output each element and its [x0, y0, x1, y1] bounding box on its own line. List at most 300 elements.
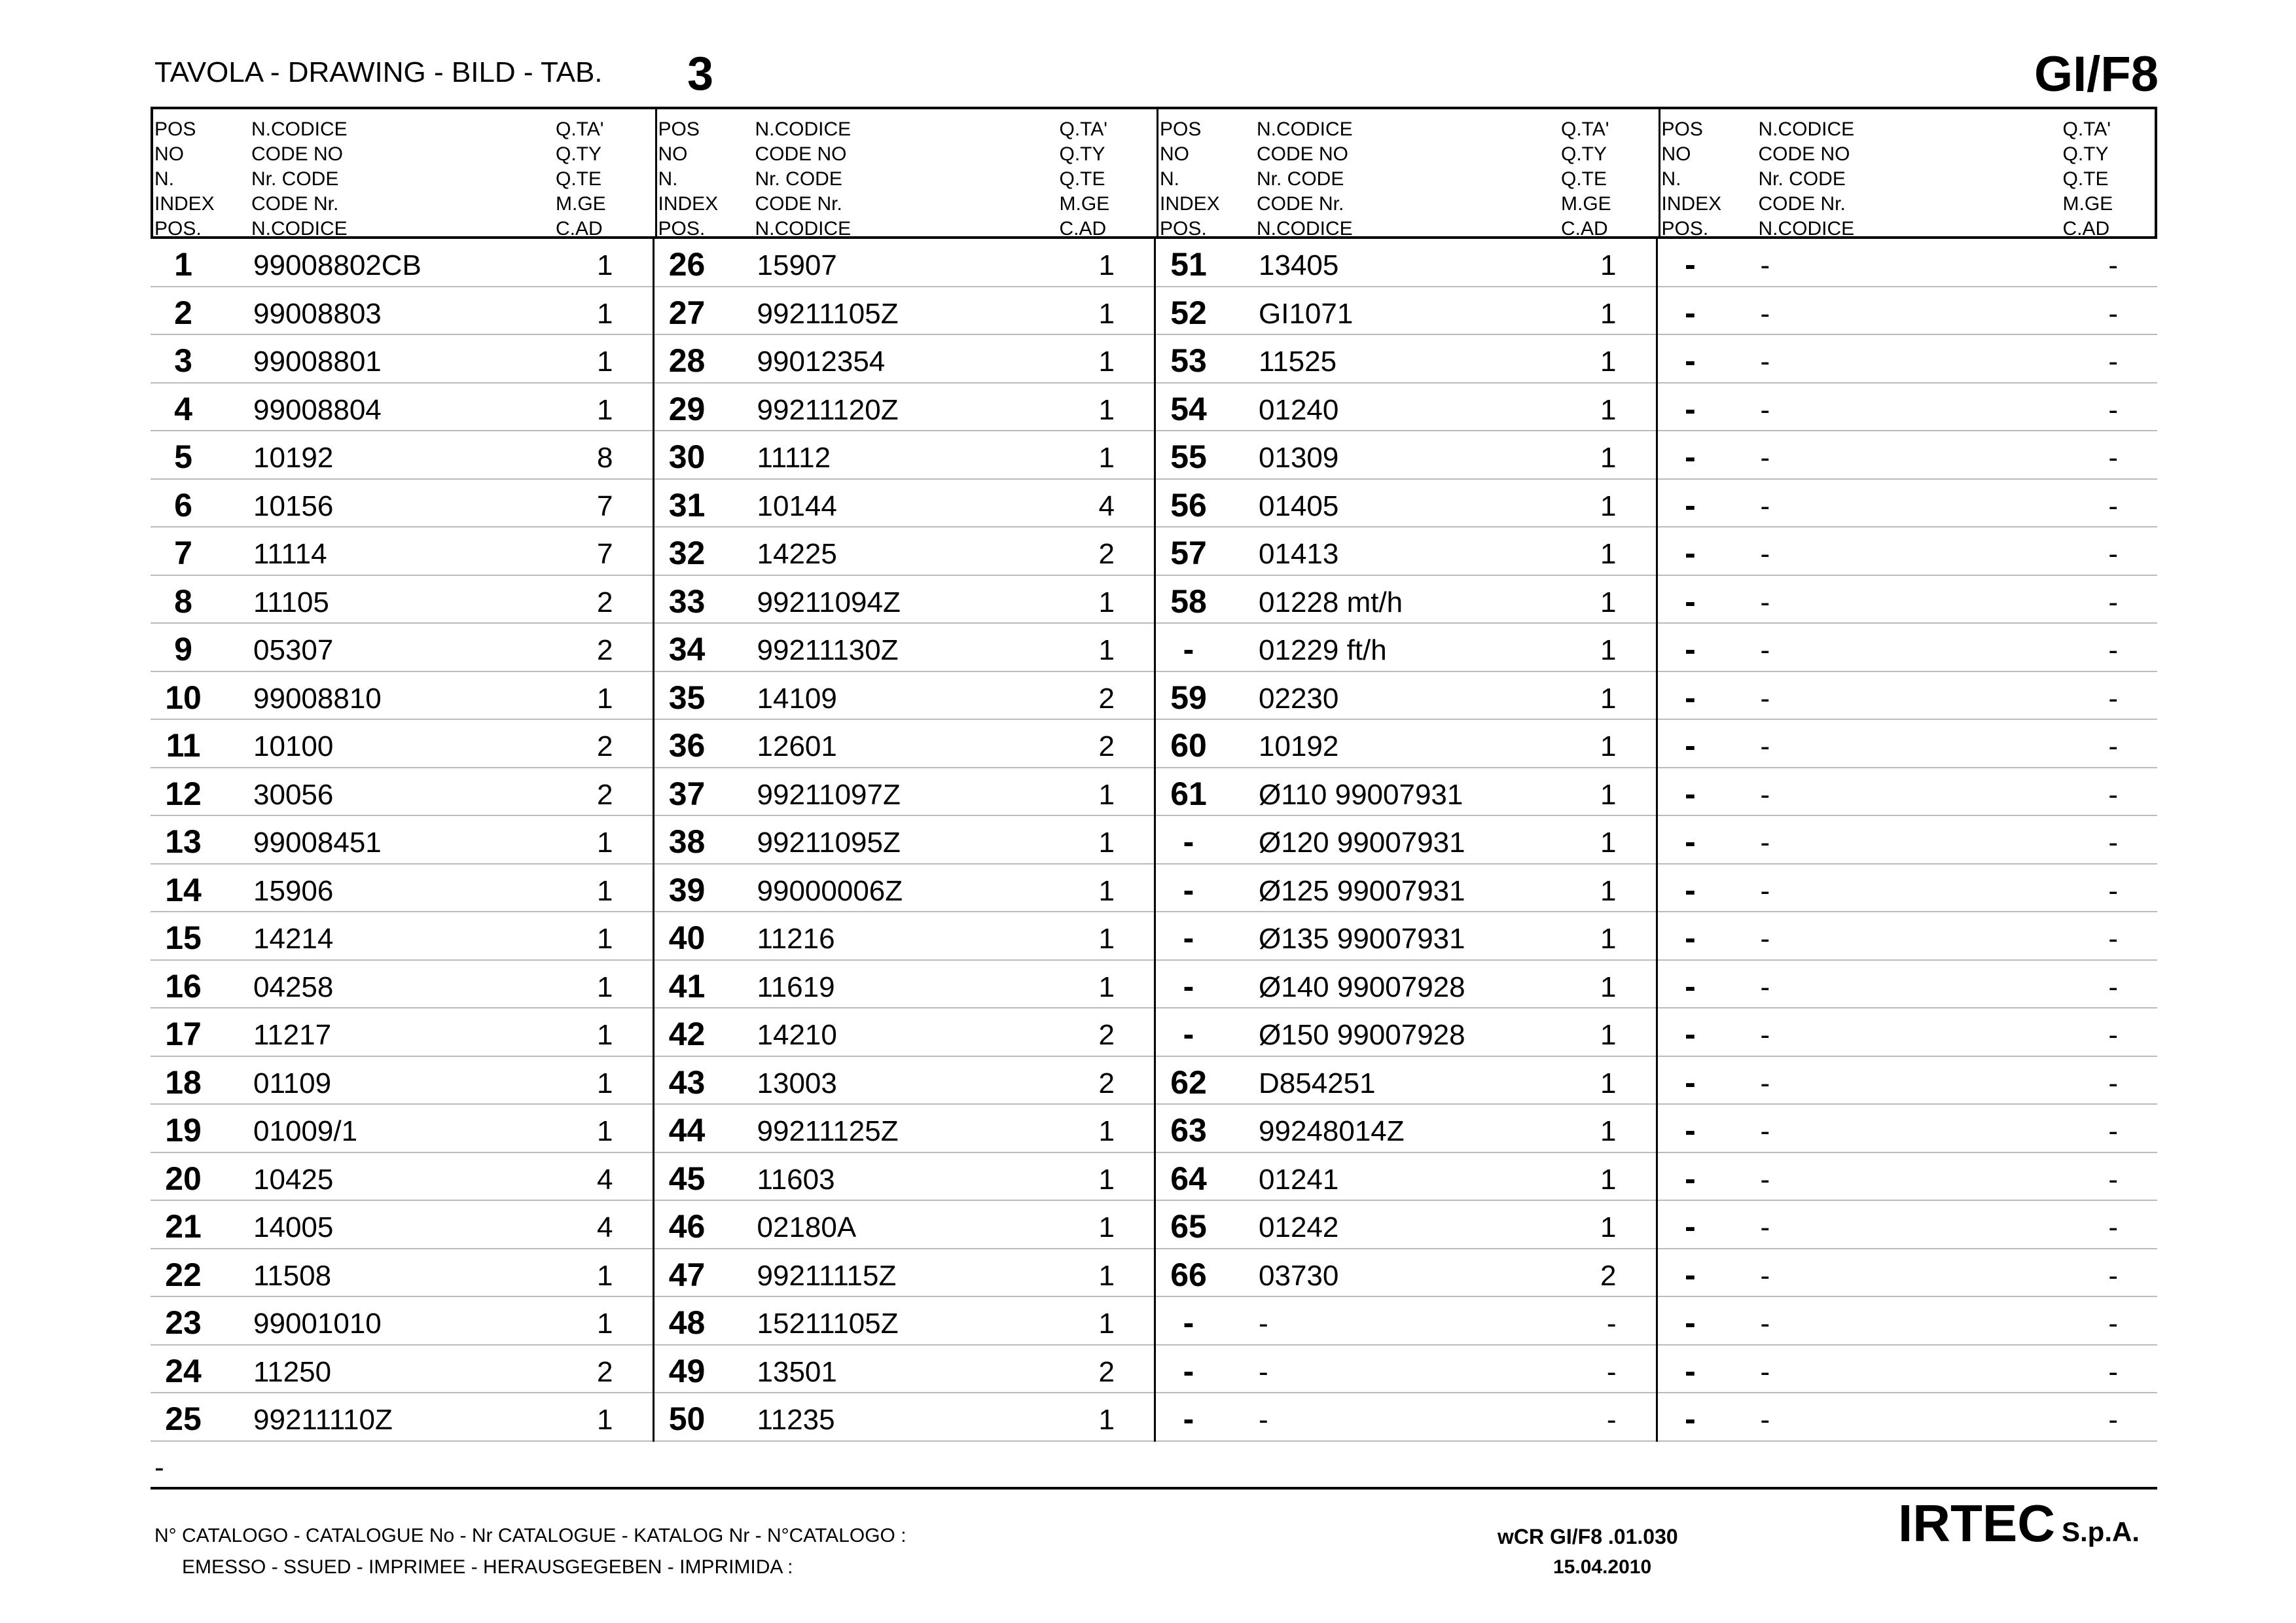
quantity: -	[2108, 730, 2118, 762]
issued-date: 15.04.2010	[1553, 1556, 1652, 1578]
quantity: 1	[1098, 923, 1115, 955]
part-code: -	[1760, 393, 1770, 426]
part-code: -	[1760, 1211, 1770, 1243]
part-code: GI1071	[1259, 297, 1354, 330]
part-code: 99008804	[253, 393, 382, 426]
table-row	[1156, 239, 1656, 287]
quantity: 1	[1098, 827, 1115, 859]
quantity: 2	[1098, 1019, 1115, 1051]
table-row	[1156, 287, 1656, 336]
position-number: 35	[668, 679, 706, 716]
quantity: 1	[1600, 297, 1617, 330]
quantity: -	[2108, 1259, 2118, 1292]
position-number: 56	[1170, 486, 1207, 524]
position-number: -	[1685, 919, 1696, 956]
table-row	[655, 865, 1155, 913]
part-code: -	[1760, 586, 1770, 618]
position-number: 20	[165, 1160, 202, 1197]
position-number: 32	[668, 535, 706, 571]
table-row	[655, 287, 1155, 336]
parts-table	[151, 107, 2157, 1442]
quantity: -	[2108, 490, 2118, 522]
table-row	[151, 1346, 653, 1394]
position-number: -	[1183, 1400, 1194, 1437]
position-number: 66	[1170, 1256, 1207, 1293]
brand-name: IRTEC	[1898, 1494, 2055, 1552]
table-row	[1156, 1105, 1656, 1153]
position-number: 30	[668, 438, 706, 475]
quantity: -	[2108, 249, 2118, 281]
parts-column-4	[1656, 239, 2158, 1442]
quantity: -	[2108, 634, 2118, 666]
table-row	[1156, 1297, 1656, 1346]
table-row	[655, 576, 1155, 624]
table-row	[1156, 1008, 1656, 1057]
company-logo	[1898, 1493, 2140, 1554]
position-number: 58	[1170, 582, 1207, 620]
part-code: Ø135 99007931	[1259, 923, 1465, 955]
table-row	[655, 816, 1155, 865]
table-row	[1658, 624, 2158, 672]
part-code: -	[1760, 297, 1770, 330]
table-row	[151, 1393, 653, 1442]
parts-column-3	[1154, 239, 1656, 1442]
table-row	[1156, 383, 1656, 432]
table-row	[1156, 1249, 1656, 1298]
part-code: 13501	[757, 1355, 837, 1388]
part-code: -	[1760, 778, 1770, 811]
part-code: 99211095Z	[757, 827, 901, 859]
table-row	[151, 431, 653, 480]
part-code: -	[1760, 442, 1770, 474]
header-qty: Q.TA' Q.TY Q.TE M.GE C.AD	[556, 118, 606, 240]
position-number: 2	[174, 294, 192, 331]
header-pos: POS NO N. INDEX POS.	[1661, 118, 1722, 240]
position-number: 34	[668, 631, 706, 668]
part-code: -	[1760, 249, 1770, 281]
table-row	[1658, 1105, 2158, 1153]
part-code: -	[1760, 971, 1770, 1003]
quantity: 4	[597, 1163, 613, 1196]
part-code: 02180A	[757, 1211, 857, 1243]
position-number: -	[1183, 1016, 1194, 1052]
position-number: 27	[668, 294, 706, 331]
position-number: 7	[174, 535, 192, 571]
quantity: 1	[597, 682, 613, 715]
header-qty: Q.TA' Q.TY Q.TE M.GE C.AD	[1059, 118, 1110, 240]
part-code: 10425	[253, 1163, 334, 1196]
position-number: 62	[1170, 1063, 1207, 1101]
part-code: 99008802CB	[253, 249, 422, 281]
position-number: 52	[1170, 294, 1207, 331]
table-row	[1658, 1153, 2158, 1202]
part-code: 14005	[253, 1211, 334, 1243]
quantity: 1	[1098, 1308, 1115, 1340]
position-number: -	[1685, 1063, 1696, 1101]
part-code: 99211110Z	[253, 1404, 393, 1436]
part-code: -	[1760, 1115, 1770, 1147]
position-number: 61	[1170, 775, 1207, 812]
quantity: 2	[1098, 730, 1115, 762]
position-number: 63	[1170, 1112, 1207, 1149]
quantity: -	[2108, 874, 2118, 907]
quantity: 1	[1600, 730, 1617, 762]
quantity: 1	[1600, 442, 1617, 474]
table-row	[1658, 480, 2158, 528]
quantity: -	[2108, 538, 2118, 570]
quantity: 2	[597, 586, 613, 618]
quantity: -	[2108, 1067, 2118, 1099]
table-row	[151, 1201, 653, 1249]
part-code: 13405	[1259, 249, 1339, 281]
table-row	[655, 672, 1155, 721]
position-number: 57	[1170, 535, 1207, 571]
position-number: -	[1685, 1304, 1696, 1341]
table-number: 3	[687, 48, 714, 100]
quantity: -	[2108, 586, 2118, 618]
quantity: 1	[1600, 634, 1617, 666]
quantity: 1	[597, 1067, 613, 1099]
model-code: GI/F8	[2034, 46, 2159, 102]
quantity: 1	[597, 923, 613, 955]
table-row	[151, 287, 653, 336]
position-number: 28	[668, 342, 706, 379]
position-number: -	[1685, 342, 1696, 379]
position-number: -	[1685, 535, 1696, 571]
table-row	[1156, 720, 1656, 768]
part-code: -	[1760, 1259, 1770, 1292]
part-code: 11217	[253, 1019, 332, 1051]
position-number: 3	[174, 342, 192, 379]
quantity: 2	[597, 730, 613, 762]
quantity: 1	[1098, 1163, 1115, 1196]
quantity: 2	[1098, 1067, 1115, 1099]
table-row	[151, 576, 653, 624]
position-number: 12	[165, 775, 202, 812]
table-row	[1658, 1346, 2158, 1394]
part-code: Ø140 99007928	[1259, 971, 1465, 1003]
part-code: 01241	[1259, 1163, 1339, 1196]
position-number: -	[1685, 823, 1696, 860]
part-code: 99211115Z	[757, 1259, 897, 1292]
position-number: 65	[1170, 1208, 1207, 1245]
part-code: 11114	[253, 538, 327, 570]
position-number: -	[1183, 631, 1194, 668]
position-number: 19	[165, 1112, 202, 1149]
part-code: 99008810	[253, 682, 382, 715]
table-row	[1156, 1393, 1656, 1442]
table-row	[1156, 431, 1656, 480]
part-code: 10156	[253, 490, 334, 522]
table-row	[1156, 1201, 1656, 1249]
position-number: -	[1183, 871, 1194, 908]
part-code: -	[1760, 1019, 1770, 1051]
table-row	[151, 720, 653, 768]
position-number: 50	[668, 1400, 706, 1437]
table-row	[1658, 1249, 2158, 1298]
part-code: 99211097Z	[757, 778, 901, 811]
table-row	[655, 480, 1155, 528]
position-number: -	[1685, 1016, 1696, 1052]
position-number: -	[1685, 246, 1696, 283]
position-number: 55	[1170, 438, 1207, 475]
part-code: 02230	[1259, 682, 1339, 715]
part-code: 01009/1	[253, 1115, 358, 1147]
table-row	[1156, 1057, 1656, 1105]
quantity: 1	[597, 827, 613, 859]
page-title: TAVOLA - DRAWING - BILD - TAB.	[154, 56, 603, 88]
table-row	[1658, 239, 2158, 287]
position-number: 29	[668, 390, 706, 427]
quantity: -	[2108, 393, 2118, 426]
quantity: 1	[1600, 1019, 1617, 1051]
table-row	[1658, 1057, 2158, 1105]
part-code: 11235	[757, 1404, 835, 1436]
part-code: 11619	[757, 971, 835, 1003]
table-row	[1658, 527, 2158, 576]
header-group-1	[153, 109, 655, 240]
part-code: -	[1760, 538, 1770, 570]
part-code: 01229 ft/h	[1259, 634, 1387, 666]
part-code: -	[1760, 827, 1770, 859]
quantity: 1	[597, 297, 613, 330]
position-number: 9	[174, 631, 192, 668]
quantity: 1	[597, 1259, 613, 1292]
part-code: 03730	[1259, 1259, 1339, 1292]
part-code: 13003	[757, 1067, 837, 1099]
table-row	[1156, 768, 1656, 817]
position-number: 15	[165, 919, 202, 956]
position-number: 17	[165, 1016, 202, 1052]
quantity: 1	[1098, 442, 1115, 474]
quantity: -	[1606, 1355, 1617, 1388]
header-code: N.CODICE CODE NO Nr. CODE CODE Nr. N.CODICE	[755, 118, 852, 240]
table-row	[1156, 335, 1656, 383]
table-row	[151, 865, 653, 913]
quantity: 1	[597, 249, 613, 281]
position-number: -	[1685, 294, 1696, 331]
position-number: 51	[1170, 246, 1207, 283]
position-number: -	[1685, 631, 1696, 668]
part-code: 11508	[253, 1259, 332, 1292]
table-row	[151, 480, 653, 528]
quantity: 1	[1098, 297, 1115, 330]
part-code: 99211120Z	[757, 393, 899, 426]
quantity: 1	[1098, 249, 1115, 281]
part-code: 99008803	[253, 297, 382, 330]
table-row	[1156, 912, 1656, 961]
quantity: 1	[1600, 393, 1617, 426]
table-row	[1658, 672, 2158, 721]
table-row	[1658, 865, 2158, 913]
table-header	[151, 107, 2157, 239]
part-code: Ø150 99007928	[1259, 1019, 1465, 1051]
header-qty: Q.TA' Q.TY Q.TE M.GE C.AD	[1561, 118, 1611, 240]
table-row	[655, 431, 1155, 480]
position-number: 13	[165, 823, 202, 860]
table-row	[655, 383, 1155, 432]
catalogue-number: wCR GI/F8 .01.030	[1498, 1525, 1678, 1548]
part-code: -	[1760, 874, 1770, 907]
table-row	[1156, 816, 1656, 865]
quantity: 1	[1600, 538, 1617, 570]
quantity: 1	[1600, 971, 1617, 1003]
header-group-3	[1157, 109, 1659, 240]
part-code: 10192	[253, 442, 334, 474]
part-code: 99008451	[253, 827, 382, 859]
table-row	[1658, 961, 2158, 1009]
part-code: 14214	[253, 923, 334, 955]
position-number: 59	[1170, 679, 1207, 716]
position-number: 24	[165, 1352, 202, 1389]
issued-label: EMESSO - SSUED - IMPRIMEE - HERAUSGEGEBEN - IMPRIMIDA :	[182, 1556, 793, 1578]
position-number: -	[1685, 582, 1696, 620]
quantity: 2	[597, 634, 613, 666]
part-code: 99008801	[253, 346, 382, 378]
quantity: 1	[597, 971, 613, 1003]
quantity: 1	[1098, 393, 1115, 426]
part-code: 99211094Z	[757, 586, 901, 618]
position-number: 23	[165, 1304, 202, 1341]
table-row	[151, 961, 653, 1009]
part-code: -	[1760, 1163, 1770, 1196]
quantity: 1	[597, 1308, 613, 1340]
part-code: 04258	[253, 971, 334, 1003]
position-number: 45	[668, 1160, 706, 1197]
table-row	[655, 1008, 1155, 1057]
position-number: -	[1685, 390, 1696, 427]
part-code: -	[1760, 1308, 1770, 1340]
table-row	[655, 1393, 1155, 1442]
table-row	[655, 624, 1155, 672]
header-code: N.CODICE CODE NO Nr. CODE CODE Nr. N.CODICE	[1758, 118, 1855, 240]
quantity: 1	[1098, 1404, 1115, 1436]
table-row	[655, 1346, 1155, 1394]
quantity: -	[1606, 1308, 1617, 1340]
table-row	[151, 527, 653, 576]
table-row	[655, 1105, 1155, 1153]
quantity: -	[1606, 1404, 1617, 1436]
part-code: Ø120 99007931	[1259, 827, 1465, 859]
table-row	[655, 1249, 1155, 1298]
position-number: -	[1183, 1304, 1194, 1341]
part-code: 11603	[757, 1163, 835, 1196]
table-row	[1658, 1201, 2158, 1249]
quantity: 1	[1098, 971, 1115, 1003]
table-row	[1156, 527, 1656, 576]
quantity: -	[2108, 1404, 2118, 1436]
position-number: 22	[165, 1256, 202, 1293]
quantity: 1	[597, 393, 613, 426]
table-row	[655, 720, 1155, 768]
quantity: 2	[1098, 1355, 1115, 1388]
quantity: 2	[1098, 538, 1115, 570]
quantity: 2	[1098, 682, 1115, 715]
table-row	[151, 335, 653, 383]
quantity: 1	[1600, 778, 1617, 811]
position-number: -	[1183, 1352, 1194, 1389]
position-number: -	[1685, 1208, 1696, 1245]
quantity: -	[2108, 923, 2118, 955]
quantity: 1	[1600, 923, 1617, 955]
position-number: -	[1685, 775, 1696, 812]
table-row	[655, 1057, 1155, 1105]
position-number: 48	[668, 1304, 706, 1341]
part-code: 01413	[1259, 538, 1339, 570]
table-row	[1156, 576, 1656, 624]
table-row	[1658, 768, 2158, 817]
table-row	[1658, 287, 2158, 336]
position-number: 38	[668, 823, 706, 860]
part-code: 01109	[253, 1067, 332, 1099]
table-row	[1156, 865, 1656, 913]
part-code: -	[1760, 730, 1770, 762]
position-number: -	[1685, 679, 1696, 716]
table-row	[1658, 1008, 2158, 1057]
position-number: -	[1685, 871, 1696, 908]
part-code: 15907	[757, 249, 837, 281]
part-code: D854251	[1259, 1067, 1376, 1099]
part-code: 11525	[1259, 346, 1337, 378]
position-number: 60	[1170, 727, 1207, 764]
position-number: 33	[668, 582, 706, 620]
position-number: 46	[668, 1208, 706, 1245]
part-code: 99001010	[253, 1308, 382, 1340]
quantity: 1	[1098, 1259, 1115, 1292]
position-number: 11	[166, 727, 201, 764]
quantity: 1	[1600, 1067, 1617, 1099]
quantity: -	[2108, 971, 2118, 1003]
parts-column-2	[653, 239, 1155, 1442]
position-number: 16	[165, 967, 202, 1005]
quantity: -	[2108, 1163, 2118, 1196]
part-code: 12601	[757, 730, 837, 762]
quantity: 1	[1600, 874, 1617, 907]
part-code: 15906	[253, 874, 334, 907]
table-row	[151, 1057, 653, 1105]
table-row	[655, 768, 1155, 817]
position-number: -	[1183, 967, 1194, 1005]
position-number: 26	[668, 246, 706, 283]
position-number: -	[1685, 1160, 1696, 1197]
quantity: -	[2108, 827, 2118, 859]
part-code: 14109	[757, 682, 837, 715]
quantity: 1	[1600, 1211, 1617, 1243]
part-code: 11250	[253, 1355, 332, 1388]
position-number: 39	[668, 871, 706, 908]
table-row	[1156, 961, 1656, 1009]
footer-note: -	[154, 1452, 164, 1484]
table-row	[655, 1297, 1155, 1346]
table-row	[655, 912, 1155, 961]
position-number: -	[1685, 727, 1696, 764]
quantity: 1	[597, 1404, 613, 1436]
quantity: 1	[1098, 1115, 1115, 1147]
part-code: -	[1760, 634, 1770, 666]
part-code: 99000006Z	[757, 874, 903, 907]
quantity: 4	[597, 1211, 613, 1243]
position-number: 14	[165, 871, 202, 908]
quantity: 1	[597, 874, 613, 907]
part-code: -	[1760, 1355, 1770, 1388]
quantity: 1	[597, 1115, 613, 1147]
position-number: 21	[165, 1208, 202, 1245]
part-code: 99012354	[757, 346, 886, 378]
position-number: -	[1685, 1112, 1696, 1149]
part-code: -	[1760, 490, 1770, 522]
position-number: -	[1685, 967, 1696, 1005]
part-code: 11112	[757, 442, 831, 474]
